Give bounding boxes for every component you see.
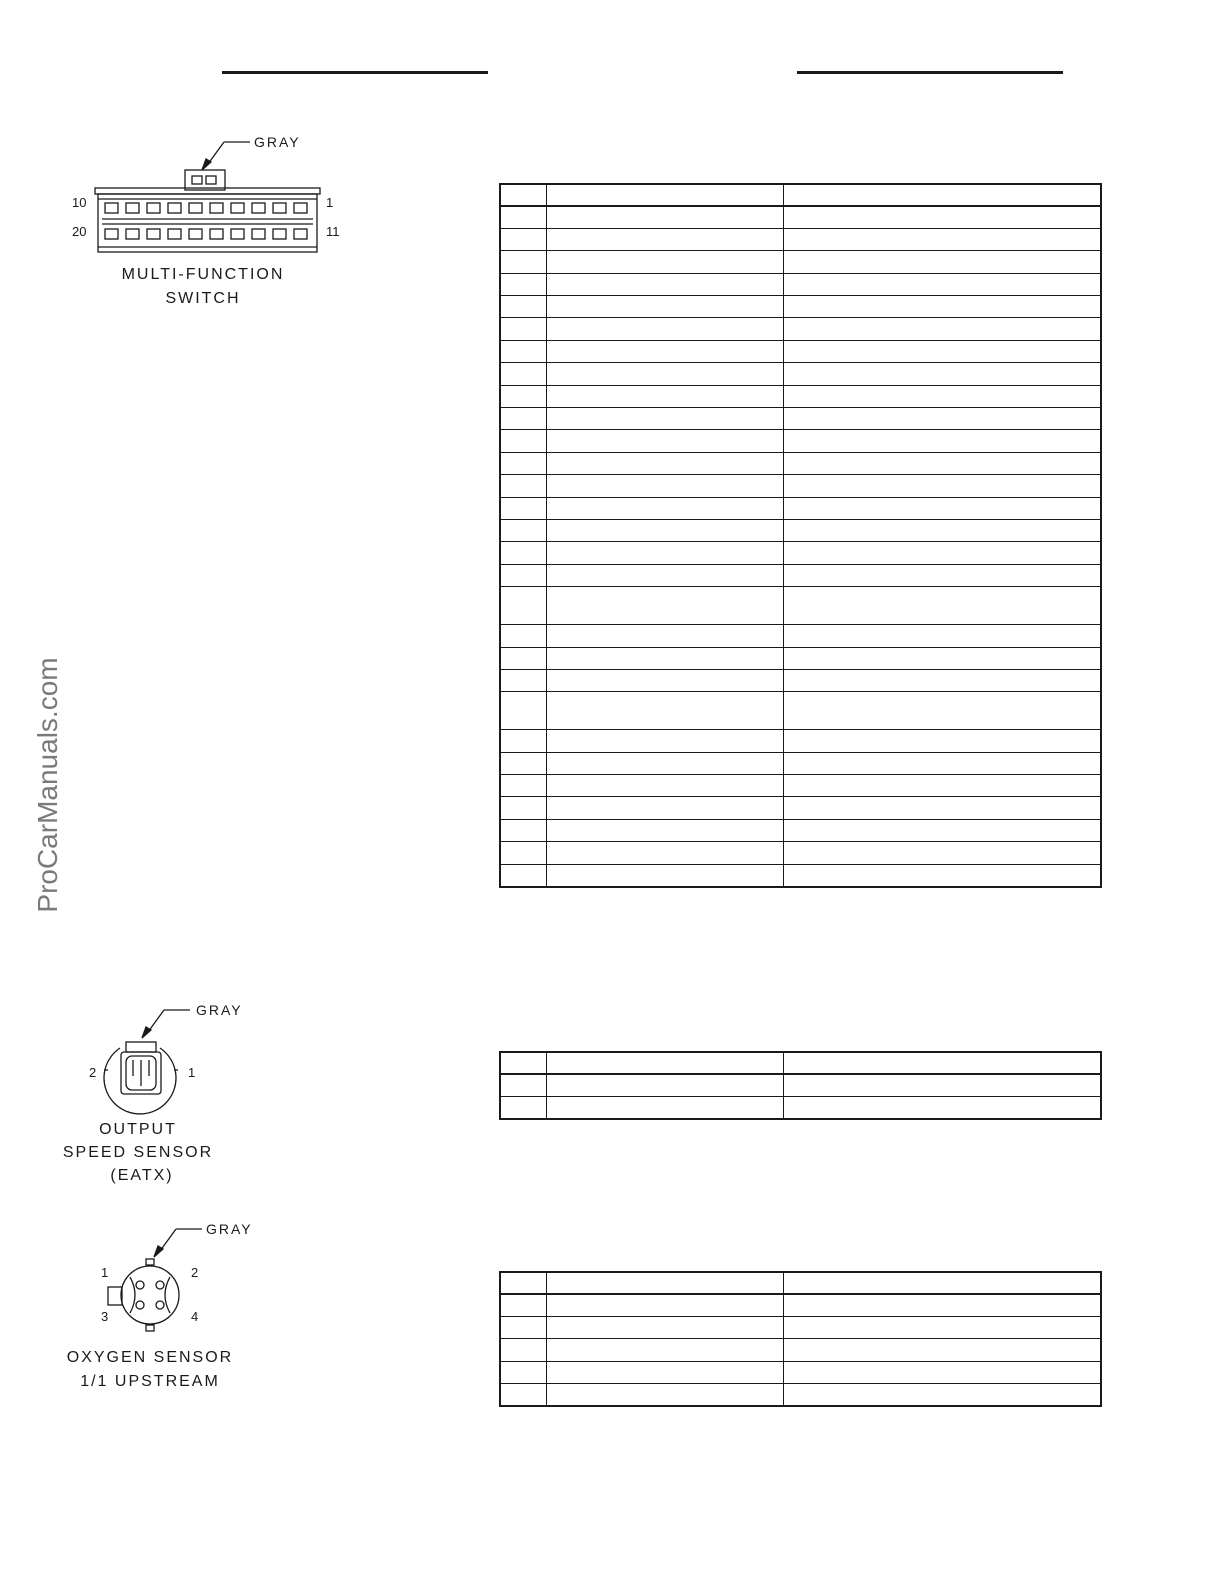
- o2-name-line2: 1/1 UPSTREAM: [80, 1373, 220, 1390]
- table-cell: [546, 519, 783, 541]
- table-cell: [783, 408, 1101, 430]
- o2-color-label: GRAY: [206, 1221, 253, 1237]
- table-cell: [783, 318, 1101, 340]
- table-cell: [546, 273, 783, 295]
- table-cell: [546, 228, 783, 250]
- oss-name-line1: OUTPUT: [99, 1121, 177, 1138]
- table-row: [500, 1052, 1101, 1074]
- table-cell: [500, 1316, 546, 1338]
- table-cell: [500, 542, 546, 564]
- table-cell: [546, 497, 783, 519]
- table-cell: [546, 1316, 783, 1338]
- table-cell: [500, 1361, 546, 1383]
- table-cell: [783, 669, 1101, 691]
- table-cell: [500, 775, 546, 797]
- table-row: [500, 318, 1101, 340]
- table-cell: [500, 797, 546, 819]
- table-row: [500, 408, 1101, 430]
- table-row: [500, 273, 1101, 295]
- table-row: [500, 797, 1101, 819]
- table-cell: [500, 730, 546, 752]
- table-cell: [500, 296, 546, 318]
- table-cell: [783, 475, 1101, 497]
- table-cell: [783, 519, 1101, 541]
- table-row: [500, 430, 1101, 452]
- table-row: [500, 1096, 1101, 1118]
- o2-pin-3: 3: [101, 1309, 109, 1324]
- table-row: [500, 1384, 1101, 1406]
- table-cell: [783, 730, 1101, 752]
- table-cell: [783, 1294, 1101, 1316]
- table-row: [500, 452, 1101, 474]
- table-cell: [783, 1074, 1101, 1096]
- table-cell: [783, 587, 1101, 625]
- table-cell: [500, 475, 546, 497]
- table-cell: [546, 1361, 783, 1383]
- table-cell: [546, 1384, 783, 1406]
- table-cell: [546, 1096, 783, 1118]
- table-cell: [500, 647, 546, 669]
- table-cell: [500, 1074, 546, 1096]
- table-cell: [783, 1272, 1101, 1294]
- mfs-pin-10: 10: [72, 195, 87, 210]
- table-cell: [546, 542, 783, 564]
- table-cell: [783, 1096, 1101, 1118]
- table-row: [500, 542, 1101, 564]
- o2-pin-1: 1: [101, 1265, 109, 1280]
- table-row: [500, 1361, 1101, 1383]
- table-row: [500, 564, 1101, 586]
- table-row: [500, 385, 1101, 407]
- o2-pin-2: 2: [191, 1265, 199, 1280]
- table-cell: [500, 385, 546, 407]
- table-cell: [546, 430, 783, 452]
- table-cell: [546, 564, 783, 586]
- table-cell: [783, 184, 1101, 206]
- mfs-name-line1: MULTI-FUNCTION: [121, 266, 285, 283]
- table-cell: [500, 1339, 546, 1361]
- table-cell: [783, 842, 1101, 864]
- table-cell: [783, 251, 1101, 273]
- table-cell: [546, 1272, 783, 1294]
- table-row: [500, 775, 1101, 797]
- oss-name-line3: (EATX): [110, 1167, 174, 1184]
- multi-function-switch-pin-table: [499, 183, 1102, 888]
- table-cell: [500, 587, 546, 625]
- table-cell: [546, 296, 783, 318]
- oxygen-sensor-pin-table: [499, 1271, 1102, 1407]
- table-cell: [500, 363, 546, 385]
- table-cell: [783, 797, 1101, 819]
- mfs-pin-1: 1: [326, 195, 334, 210]
- table-row: [500, 842, 1101, 864]
- table-row: [500, 692, 1101, 730]
- table-cell: [546, 819, 783, 841]
- table-row: [500, 340, 1101, 362]
- table-row: [500, 625, 1101, 647]
- table-cell: [500, 206, 546, 228]
- table-row: [500, 1316, 1101, 1338]
- table-cell: [500, 228, 546, 250]
- output-speed-sensor-pin-table: [499, 1051, 1102, 1120]
- table-cell: [546, 1074, 783, 1096]
- table-cell: [500, 519, 546, 541]
- table-cell: [500, 430, 546, 452]
- table-row: [500, 1074, 1101, 1096]
- table-cell: [546, 1339, 783, 1361]
- oss-color-label: GRAY: [196, 1002, 243, 1018]
- table-cell: [546, 797, 783, 819]
- o2-name-line1: OXYGEN SENSOR: [66, 1349, 234, 1366]
- table-cell: [500, 1052, 546, 1074]
- oss-name-line2: SPEED SENSOR: [62, 1144, 214, 1161]
- table-cell: [500, 408, 546, 430]
- table-row: [500, 730, 1101, 752]
- table-row: [500, 819, 1101, 841]
- table-cell: [546, 318, 783, 340]
- table-cell: [546, 730, 783, 752]
- table-cell: [546, 587, 783, 625]
- table-cell: [783, 692, 1101, 730]
- table-cell: [783, 1339, 1101, 1361]
- table-cell: [546, 775, 783, 797]
- table-cell: [546, 1294, 783, 1316]
- table-cell: [546, 842, 783, 864]
- table-cell: [783, 564, 1101, 586]
- table-cell: [546, 184, 783, 206]
- table-row: [500, 1294, 1101, 1316]
- table-cell: [500, 692, 546, 730]
- table-row: [500, 669, 1101, 691]
- table-cell: [500, 497, 546, 519]
- oss-pin-1: 1: [188, 1065, 196, 1080]
- table-cell: [783, 273, 1101, 295]
- table-cell: [783, 542, 1101, 564]
- table-cell: [500, 752, 546, 774]
- table-cell: [783, 625, 1101, 647]
- table-cell: [500, 1294, 546, 1316]
- table-cell: [546, 669, 783, 691]
- table-cell: [500, 1384, 546, 1406]
- table-cell: [783, 296, 1101, 318]
- table-row: [500, 1339, 1101, 1361]
- table-cell: [783, 206, 1101, 228]
- table-cell: [500, 452, 546, 474]
- table-row: [500, 251, 1101, 273]
- table-cell: [500, 340, 546, 362]
- table-row: [500, 587, 1101, 625]
- table-cell: [783, 775, 1101, 797]
- table-cell: [500, 819, 546, 841]
- multi-function-switch-diagram: [60, 128, 360, 313]
- mfs-pin-11: 11: [326, 224, 340, 239]
- table-cell: [500, 1272, 546, 1294]
- table-row: [500, 864, 1101, 886]
- table-row: [500, 296, 1101, 318]
- table-cell: [783, 363, 1101, 385]
- table-cell: [546, 452, 783, 474]
- o2-pin-4: 4: [191, 1309, 199, 1324]
- header-rule-left: [222, 71, 488, 74]
- table-cell: [546, 206, 783, 228]
- table-cell: [500, 864, 546, 886]
- table-cell: [546, 752, 783, 774]
- table-cell: [783, 385, 1101, 407]
- output-speed-sensor-diagram: [60, 996, 280, 1191]
- mfs-name-line2: SWITCH: [165, 290, 241, 307]
- table-cell: [546, 864, 783, 886]
- table-cell: [500, 251, 546, 273]
- table-cell: [783, 340, 1101, 362]
- table-cell: [546, 647, 783, 669]
- table-cell: [783, 1384, 1101, 1406]
- table-cell: [546, 625, 783, 647]
- table-cell: [500, 669, 546, 691]
- table-cell: [546, 340, 783, 362]
- table-cell: [783, 497, 1101, 519]
- table-row: [500, 206, 1101, 228]
- table-row: [500, 647, 1101, 669]
- table-cell: [500, 842, 546, 864]
- table-cell: [546, 475, 783, 497]
- oss-pin-2: 2: [89, 1065, 97, 1080]
- table-cell: [783, 647, 1101, 669]
- table-row: [500, 519, 1101, 541]
- table-cell: [500, 625, 546, 647]
- table-row: [500, 497, 1101, 519]
- mfs-color-label: GRAY: [254, 134, 301, 150]
- table-cell: [500, 564, 546, 586]
- table-row: [500, 184, 1101, 206]
- header-rule-right: [797, 71, 1063, 74]
- table-cell: [783, 864, 1101, 886]
- table-cell: [500, 273, 546, 295]
- table-cell: [783, 752, 1101, 774]
- table-cell: [546, 385, 783, 407]
- table-row: [500, 228, 1101, 250]
- oxygen-sensor-diagram: [60, 1215, 280, 1395]
- table-cell: [783, 452, 1101, 474]
- table-cell: [546, 692, 783, 730]
- table-cell: [783, 819, 1101, 841]
- table-cell: [783, 1316, 1101, 1338]
- table-row: [500, 363, 1101, 385]
- watermark-text: ProCarManuals.com: [32, 657, 63, 913]
- table-row: [500, 1272, 1101, 1294]
- table-cell: [546, 1052, 783, 1074]
- table-cell: [500, 1096, 546, 1118]
- table-cell: [783, 228, 1101, 250]
- table-cell: [783, 1361, 1101, 1383]
- table-cell: [546, 363, 783, 385]
- table-row: [500, 752, 1101, 774]
- table-cell: [500, 318, 546, 340]
- table-cell: [546, 408, 783, 430]
- table-cell: [500, 184, 546, 206]
- table-cell: [783, 1052, 1101, 1074]
- table-cell: [783, 430, 1101, 452]
- table-cell: [546, 251, 783, 273]
- mfs-pin-20: 20: [72, 224, 87, 239]
- table-row: [500, 475, 1101, 497]
